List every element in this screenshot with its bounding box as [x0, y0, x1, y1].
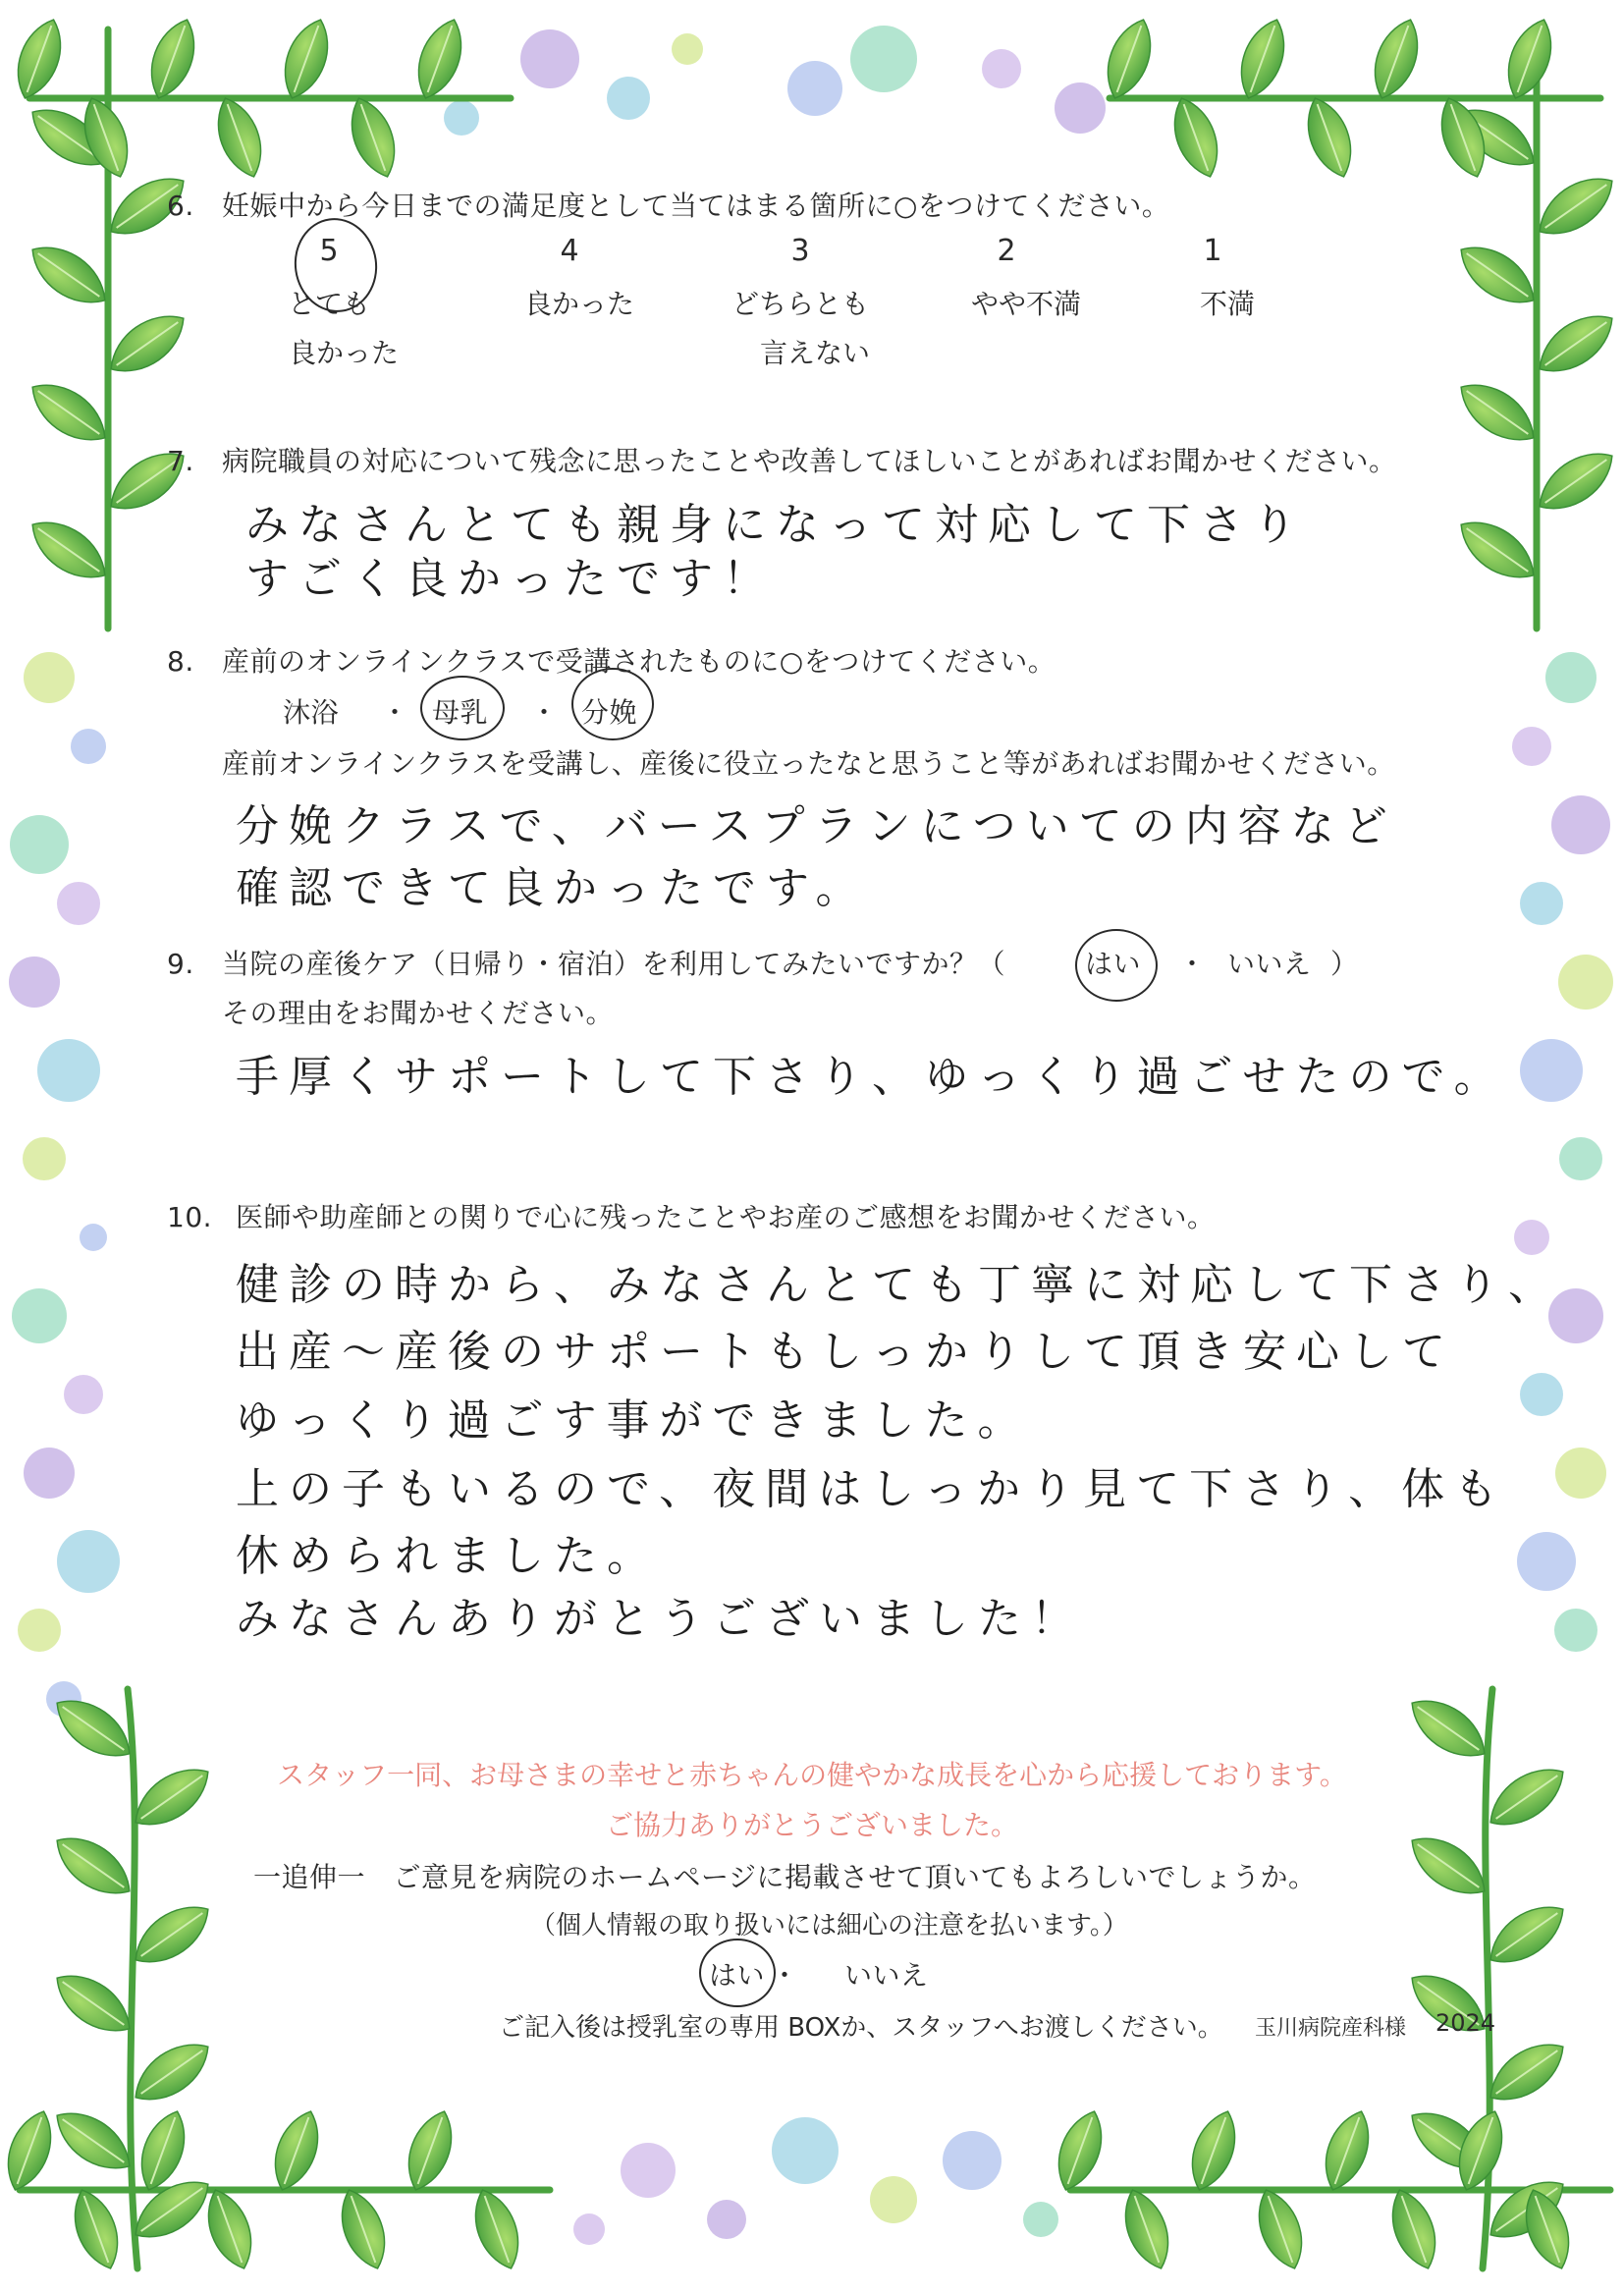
- q6-option-5-value[interactable]: 5: [319, 234, 339, 268]
- q8-option-mokuyoku[interactable]: 沐浴: [283, 696, 340, 729]
- q7-answer-line-1: みなさんとても親身になって対応して下さり: [245, 500, 1306, 550]
- q9-number: 9.: [167, 948, 194, 980]
- q6-option-3-label-2: 言えない: [759, 337, 870, 369]
- staff-message: スタッフ一同、お母さまの幸せと赤ちゃんの健やかな成長を心から応援しております。: [277, 1759, 1347, 1791]
- q8-answer-line-2: 確認できて良かったです。: [236, 863, 869, 913]
- q6-option-2-label: やや不満: [970, 288, 1081, 320]
- q6-option-3-label: どちらとも: [731, 288, 869, 320]
- publish-option-no[interactable]: いいえ: [844, 1959, 929, 1992]
- q9-option-yes[interactable]: はい: [1085, 948, 1142, 980]
- q10-number: 10.: [167, 1201, 213, 1233]
- q8-selected-circle-bonyu: [420, 676, 505, 740]
- q9-selected-circle: [1075, 929, 1158, 1002]
- q8-sub-question: 産前オンラインクラスを受講し、産後に役立ったなと思うこと等があればお聞かせください。: [222, 747, 1395, 780]
- q7-number: 7.: [167, 445, 194, 477]
- q8-selected-circle-bunben: [571, 668, 654, 740]
- q10-answer-line-4: 上の子もいるので、夜間はしっかり見て下さり、体も: [236, 1464, 1508, 1514]
- q6-number: 6.: [167, 190, 194, 222]
- q8-separator-2: ・: [530, 696, 559, 729]
- q8-answer-line-1: 分娩クラスで、バースプランについての内容など: [236, 801, 1397, 851]
- q9-answer-line-1: 手厚くサポートして下さり、ゆっくり過ごせたので。: [236, 1052, 1507, 1102]
- submission-instructions: ご記入後は授乳室の専用 BOXか、スタッフへお渡しください。: [499, 2013, 1223, 2043]
- q6-option-5-label: とても: [287, 288, 370, 320]
- q6-option-4-value[interactable]: 4: [560, 234, 579, 268]
- q8-number: 8.: [167, 645, 194, 678]
- q8-text: 産前のオンラインクラスで受講されたものに○をつけてください。: [222, 645, 1056, 678]
- q6-option-1-label: 不満: [1199, 288, 1255, 320]
- q6-question: [167, 185, 1169, 224]
- q8-option-bunben[interactable]: 分娩: [581, 696, 638, 729]
- q9-option-no[interactable]: いいえ: [1227, 948, 1312, 980]
- q8-separator-1: ・: [381, 696, 409, 729]
- q6-option-2-value[interactable]: 2: [997, 234, 1016, 268]
- privacy-note: （個人情報の取り扱いには細心の注意を払います。）: [530, 1911, 1128, 1940]
- q10-question: [167, 1196, 1216, 1235]
- q10-answer-line-1: 健診の時から、みなさんとても丁寧に対応して下さり、: [236, 1260, 1561, 1310]
- q7-answer-line-2: すごく良かったです！: [245, 554, 776, 604]
- publish-separator: ・: [771, 1959, 799, 1992]
- thanks-message: ご協力ありがとうございました。: [605, 1809, 1018, 1841]
- q7-text: 病院職員の対応について残念に思ったことや改善してほしいことがあればお聞かせください。: [222, 445, 1397, 477]
- q9-close-paren: ）: [1330, 948, 1359, 980]
- q9-question: [167, 943, 1005, 982]
- q6-option-3-value[interactable]: 3: [790, 234, 810, 268]
- q9-separator: ・: [1178, 948, 1207, 980]
- q10-answer-line-5: 休められました。: [236, 1531, 660, 1581]
- q9-text: 当院の産後ケア（日帰り・宿泊）を利用してみたいですか？（: [222, 948, 1006, 980]
- publish-selected-circle: [699, 1939, 776, 2007]
- q6-option-1-value[interactable]: 1: [1203, 234, 1222, 268]
- q6-text: 妊娠中から今日までの満足度として当てはまる箇所に○をつけてください。: [222, 190, 1170, 222]
- q6-option-4-label: 良かった: [523, 288, 634, 320]
- year: 2024: [1435, 2009, 1496, 2037]
- q9-sub-question: その理由をお聞かせください。: [222, 997, 615, 1029]
- q10-answer-line-2: 出産～産後のサポートもしっかりして頂き安心して: [236, 1327, 1455, 1377]
- publish-option-yes[interactable]: はい: [709, 1959, 766, 1992]
- q10-text: 医師や助産師との関りで心に残ったことやお産のご感想をお聞かせください。: [236, 1201, 1216, 1233]
- postscript: 一追伸一 ご意見を病院のホームページに掲載させて頂いてもよろしいでしょうか。: [253, 1861, 1317, 1893]
- hospital-name: 玉川病院産科様: [1255, 2016, 1407, 2041]
- q6-option-5-label-2: 良かった: [288, 337, 399, 369]
- q8-option-bonyu[interactable]: 母乳: [432, 696, 489, 729]
- q10-answer-line-3: ゆっくり過ごす事ができました。: [236, 1395, 1031, 1446]
- q7-question: [167, 440, 1396, 479]
- q10-answer-line-6: みなさんありがとうございました！: [236, 1594, 1084, 1644]
